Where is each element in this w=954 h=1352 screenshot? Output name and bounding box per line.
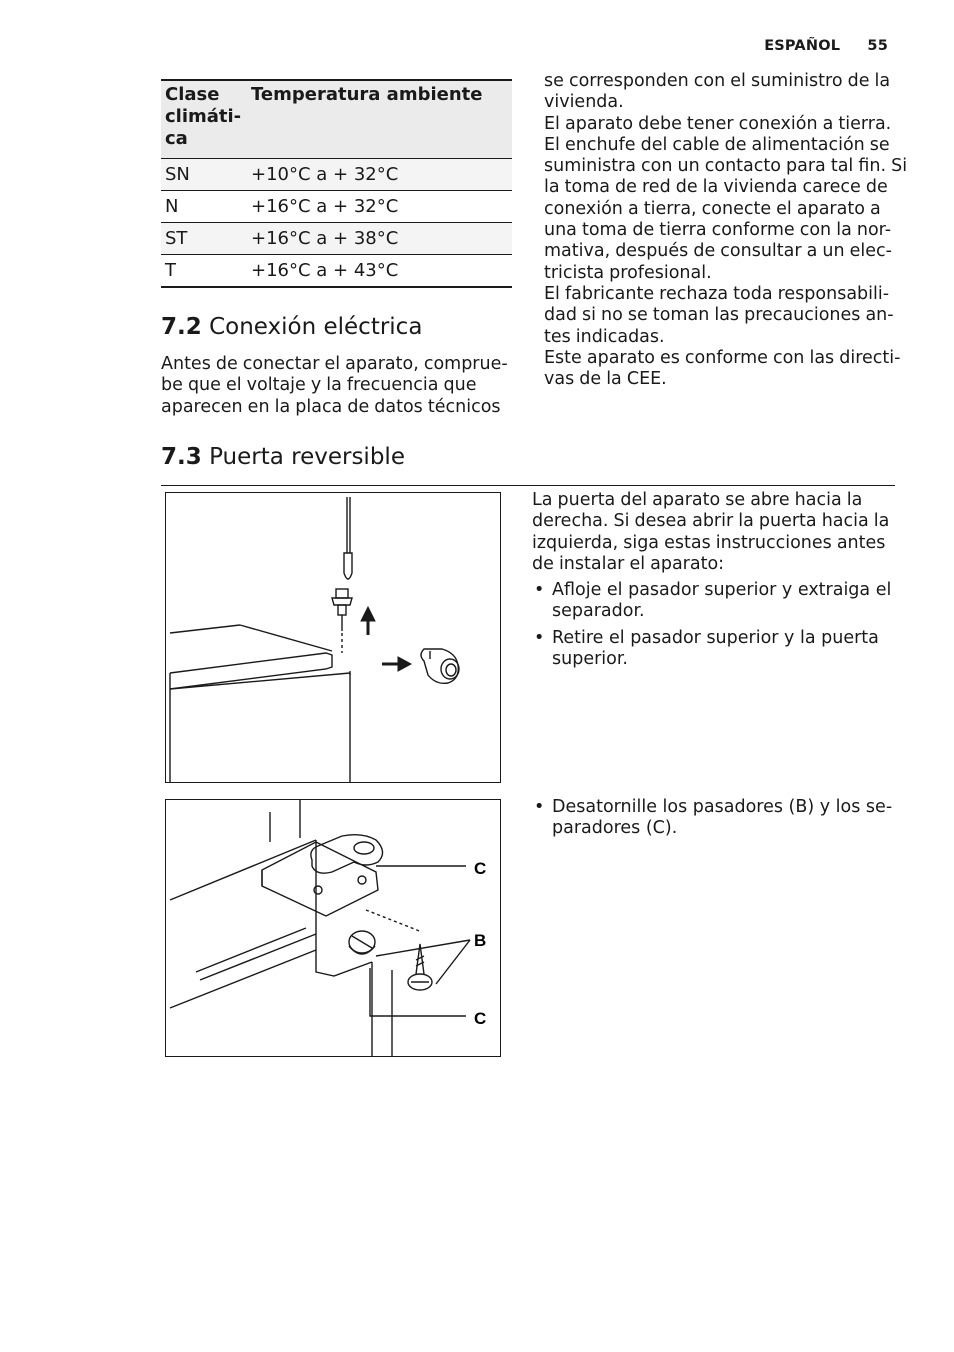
table-row — [161, 159, 512, 191]
cell-temp: +16°C a + 32°C — [247, 191, 512, 223]
text-line: aparecen en la placa de datos técnicos — [161, 396, 501, 417]
cell-clase: T — [161, 255, 247, 288]
header-line: climáti- — [165, 106, 242, 127]
text-line: conexión a tierra, conecte el aparato a — [544, 198, 881, 219]
climate-class-table — [161, 79, 512, 288]
text-line: se corresponden con el suministro de la — [544, 71, 891, 91]
text-line: El fabricante rechaza toda responsabili- — [544, 283, 890, 304]
table-row — [161, 223, 512, 255]
cell-clase: ST — [161, 223, 247, 255]
header-language: ESPAÑOL — [764, 38, 841, 54]
cell-temp: +16°C a + 43°C — [247, 255, 512, 288]
label-c-top: C — [474, 859, 487, 878]
text-line: izquierda, siga estas instrucciones antes — [532, 532, 886, 553]
figure-remove-top-pin — [165, 492, 501, 783]
table-row — [161, 191, 512, 223]
section-7-2-right-paragraph — [544, 71, 907, 390]
table-header-row — [161, 80, 512, 159]
cell-temp: +10°C a + 32°C — [247, 159, 512, 191]
list-item — [533, 580, 893, 623]
text-line: de instalar el aparato: — [532, 553, 725, 574]
table-header-clase — [161, 80, 247, 159]
text-line: una toma de tierra conforme con la nor- — [544, 220, 892, 241]
list-item — [533, 628, 893, 671]
section-7-2-left-paragraph — [161, 354, 508, 418]
page-header — [764, 38, 888, 54]
header-line: ca — [165, 128, 188, 149]
header-line: Clase — [165, 84, 220, 105]
text-line: superior. — [552, 648, 628, 669]
section-number: 7.3 — [161, 444, 202, 470]
instruction-list-1 — [533, 580, 893, 675]
table-row — [161, 255, 512, 288]
cell-temp: +16°C a + 38°C — [247, 223, 512, 255]
illustration-top-pin-removal — [166, 493, 500, 782]
figure-unscrew-pins — [165, 799, 501, 1057]
text-line: dad si no se toman las precauciones an- — [544, 305, 894, 326]
text-line: la toma de red de la vivienda carece de — [544, 177, 888, 198]
section-number: 7.2 — [161, 314, 202, 340]
list-item — [533, 797, 893, 840]
section-7-3-title — [161, 443, 405, 471]
text-line: separador. — [552, 601, 645, 622]
section-title-text: Puerta reversible — [209, 444, 405, 470]
text-line: vas de la CEE. — [544, 369, 667, 390]
text-line: vivienda. — [544, 92, 624, 113]
text-line: mativa, después de consultar a un elec- — [544, 241, 892, 262]
label-c-bottom: C — [474, 1009, 487, 1028]
text-line: El enchufe del cable de alimentación se — [544, 134, 890, 155]
text-line: • Retire el pasador superior y la puerta — [552, 627, 879, 648]
section-divider — [161, 485, 895, 486]
text-line: • Afloje el pasador superior y extraiga el — [552, 580, 892, 600]
cell-clase: SN — [161, 159, 247, 191]
text-line: La puerta del aparato se abre hacia la — [532, 490, 863, 510]
text-line: be que el voltaje y la frecuencia que — [161, 375, 477, 396]
text-line: tes indicadas. — [544, 326, 665, 347]
section-7-2-title — [161, 313, 422, 341]
page-number: 55 — [867, 38, 888, 54]
text-line: Antes de conectar el aparato, comprue- — [161, 354, 508, 374]
instruction-list-2 — [533, 797, 893, 845]
text-line: paradores (C). — [552, 818, 678, 839]
text-line: suministra con un contacto para tal fin. Si — [544, 156, 908, 177]
text-line: El aparato debe tener conexión a tierra. — [544, 113, 892, 134]
text-line: • Desatornille los pasadores (B) y los se- — [552, 797, 893, 817]
text-line: Este aparato es conforme con las directi- — [544, 347, 901, 368]
cell-clase: N — [161, 191, 247, 223]
text-line: derecha. Si desea abrir la puerta hacia la — [532, 511, 890, 532]
label-b: B — [474, 931, 487, 950]
text-line: tricista profesional. — [544, 262, 712, 283]
section-title-text: Conexión eléctrica — [209, 314, 423, 340]
table-header-temperatura: Temperatura ambiente — [247, 80, 512, 159]
illustration-pins-and-spacers — [166, 800, 500, 1056]
section-7-3-intro — [532, 490, 889, 575]
